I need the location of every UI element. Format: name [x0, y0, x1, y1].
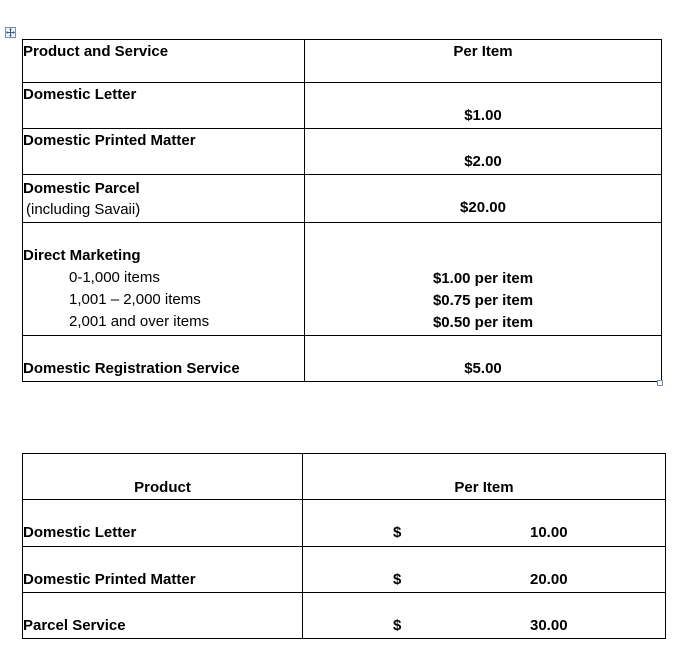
product-name: Domestic Printed Matter — [23, 547, 303, 593]
product-note: (including Savaii) — [26, 201, 141, 218]
tier-range: 2,001 and over items — [69, 313, 210, 330]
header-product: Product — [23, 454, 303, 500]
product-price: $2.00 — [305, 129, 662, 175]
product-name: Domestic Registration Service — [23, 336, 305, 382]
product-name: Parcel Service — [23, 593, 303, 639]
pricing-table — [22, 39, 662, 382]
tier-price: $0.50 per item — [432, 314, 534, 331]
product-name: Domestic Letter — [23, 500, 303, 547]
price-amount: 20.00 — [530, 571, 568, 588]
table-header-row — [23, 40, 662, 83]
product-price: $5.00 — [305, 336, 662, 382]
tier-range: 0-1,000 items — [69, 269, 160, 286]
price-amount: 10.00 — [530, 524, 568, 541]
price-cell — [303, 500, 666, 547]
tier-price: $1.00 per item — [432, 270, 534, 287]
product-name: Domestic Letter — [23, 83, 305, 129]
table-row — [23, 336, 662, 382]
product-name: Direct Marketing — [23, 247, 141, 264]
currency-symbol: $ — [393, 571, 402, 588]
currency-symbol: $ — [393, 524, 402, 541]
product-cell — [23, 175, 305, 223]
table-resize-handle[interactable] — [657, 380, 663, 386]
table-row — [23, 500, 666, 547]
price-table-2 — [22, 453, 666, 639]
price-cell — [305, 223, 662, 336]
header-product-service: Product and Service — [23, 40, 305, 83]
tier-range: 1,001 – 2,000 items — [69, 291, 201, 308]
table-row — [23, 547, 666, 593]
price-amount: 30.00 — [530, 617, 568, 634]
header-per-item: Per Item — [305, 40, 662, 83]
table-row — [23, 593, 666, 639]
table-row — [23, 83, 662, 129]
header-per-item: Per Item — [303, 454, 666, 500]
price-cell — [303, 547, 666, 593]
product-cell — [23, 223, 305, 336]
product-price: $1.00 — [305, 83, 662, 129]
price-cell — [303, 593, 666, 639]
table-header-row — [23, 454, 666, 500]
table-row — [23, 129, 662, 175]
product-name: Domestic Printed Matter — [23, 129, 305, 175]
tier-price: $0.75 per item — [432, 292, 534, 309]
table-row — [23, 175, 662, 223]
currency-symbol: $ — [393, 617, 402, 634]
table-move-handle-icon[interactable] — [5, 27, 16, 38]
product-name: Domestic Parcel — [23, 180, 140, 197]
table-row-direct-marketing — [23, 223, 662, 336]
product-price: $20.00 — [305, 175, 662, 223]
